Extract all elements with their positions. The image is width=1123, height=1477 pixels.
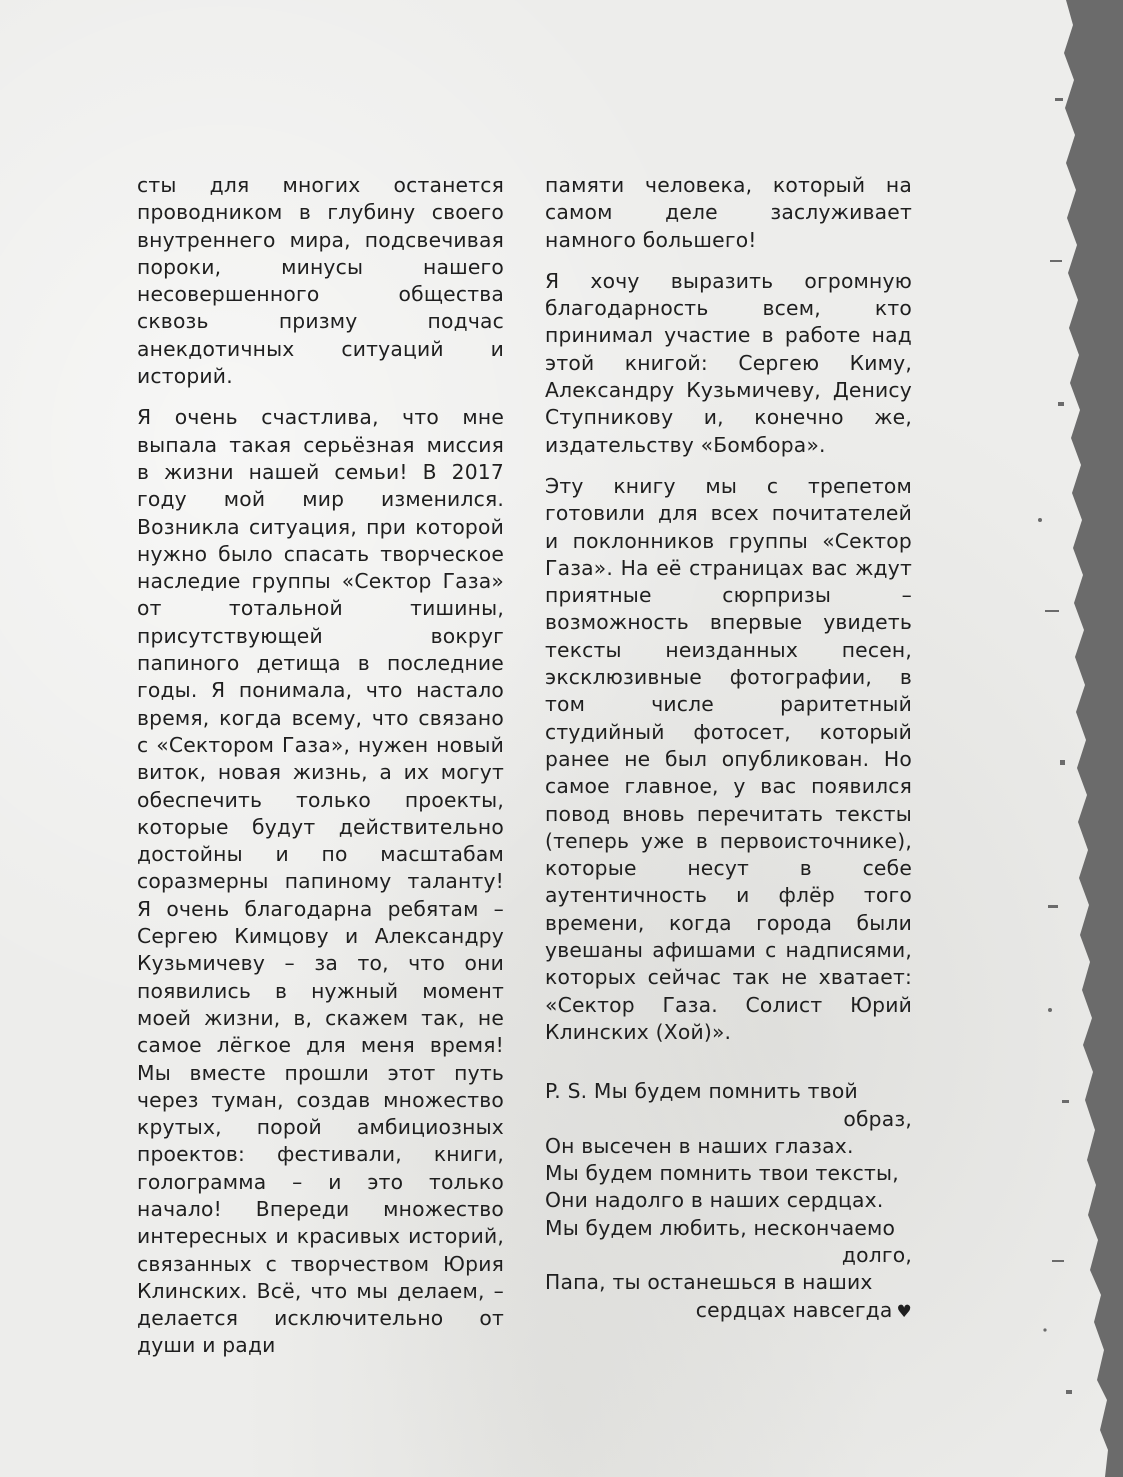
poem-line: Они надолго в наших сердцах. bbox=[545, 1188, 884, 1213]
poem-line: образ, bbox=[843, 1106, 912, 1131]
body-paragraph: сты для многих останется проводником в глубину своего внутреннего мира, подсвечивая пороки, минусы нашего несовершенного общества сквозь призму подчас анекдотичных ситуаций и историй. bbox=[137, 173, 504, 389]
body-paragraph: Эту книгу мы с трепетом готовили для всех почитателей и поклонников группы «Сектор Газа». На её страницах вас ждут приятные сюрпризы – возможность впервые увидеть тексты неизданных песен, эксклюзивные фотографии, в том числе раритетный студийный фотосет, который ранее не был опубликован. Но самое главное, у вас появился повод вновь перечитать тексты (теперь уже в первоисточнике), которые несут в себе аутентичность и флёр того времени, когда города были увешаны афишами с надписями, которых сейчас так не хватает: «Сектор Газа. Солист Юрий Клинских (Хой)». bbox=[545, 473, 912, 1044]
poem-line: сердцах навсегда bbox=[695, 1297, 893, 1322]
postscript-poem bbox=[545, 1078, 912, 1326]
poem-line: Мы будем любить, нескончаемо bbox=[545, 1215, 896, 1240]
poem-line: Мы будем помнить твои тексты, bbox=[545, 1161, 899, 1186]
body-paragraph: памяти человека, который на самом деле заслуживает намного большего! bbox=[545, 173, 912, 252]
poem-line: Он высечен в наших глазах. bbox=[545, 1133, 854, 1158]
heart-icon: ♥ bbox=[896, 1301, 912, 1322]
right-text-column bbox=[545, 172, 912, 1326]
poem-line: P. S. Мы будем помнить твой bbox=[545, 1079, 858, 1104]
poem-line: долго, bbox=[841, 1242, 912, 1267]
body-paragraph: Я очень счастлива, что мне выпала такая серьёзная миссия в жизни нашей семьи! В 2017 году мой мир изменился. Возникла ситуация, при которой нужно было спасать творческое наследие группы «Сектор Газа» от тотальной тишины, присутствующей вокруг папиного детища в последние годы. Я понимала, что настало время, когда всему, что связано с «Сектором Газа», нужен новый виток, новая жизнь, а их могут обеспечить только проекты, которые будут действительно достойны и по масштабам соразмерны папиному таланту! Я очень благодарна ребятам – Сергею Кимцову и Александру Кузьмичеву – за то, что они появились в нужный момент моей жизни, в, скажем так, не самое лёгкое для меня время! Мы вместе прошли этот путь через туман, создав множество крутых, порой амбициозных проектов: фестивали, книги, голограмма – и это только начало! Впереди множество интересных и красивых историй, связанных с творчеством Юрия Клинских. Всё, что мы делаем, – делается исключительно от души и ради bbox=[137, 405, 504, 1358]
body-paragraph: Я хочу выразить огромную благодарность всем, кто принимал участие в работе над этой книгой: Сергею Киму, Александру Кузьмичеву, Денису Ступникову и, конечно же, издательству «Бомбора». bbox=[545, 268, 912, 457]
left-text-column bbox=[137, 172, 504, 1374]
poem-last-line bbox=[545, 1297, 912, 1326]
poem-line: Папа, ты останешься в наших bbox=[545, 1270, 873, 1295]
